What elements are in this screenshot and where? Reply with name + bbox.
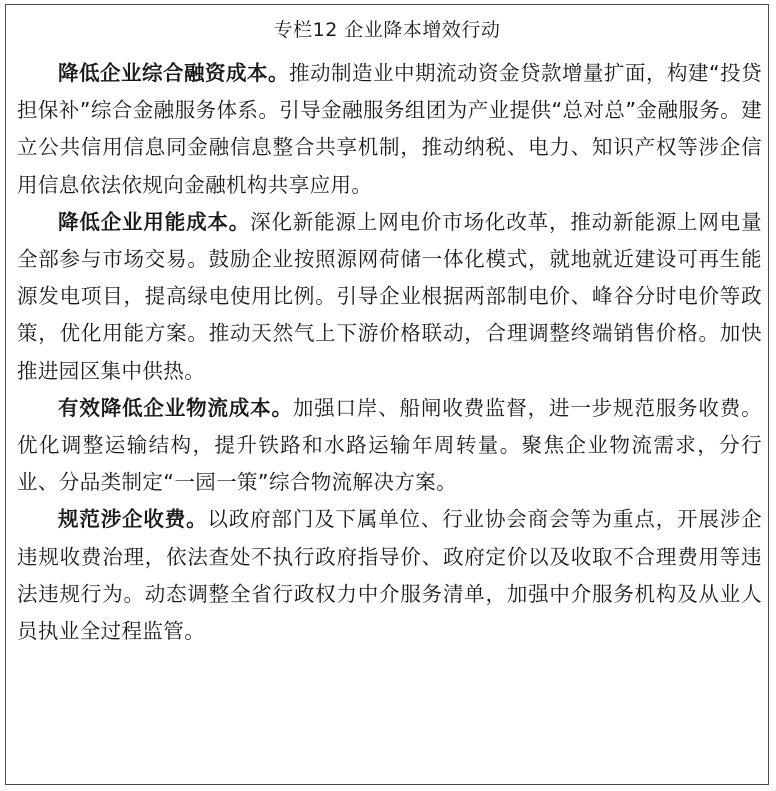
paragraph-financing-cost <box>17 55 762 204</box>
paragraph-heading: 降低企业用能成本。 <box>58 209 251 234</box>
paragraph-body: 以政府部门及下属单位、行业协会商会等为重点，开展涉企违规收费治理，依法查处不执行政府指导价、政府定价以及收取不合理费用等违法违规行为。动态调整全省行政权力中介服务清单，加强中介服务机构及从业人员执业全过程监管。 <box>17 507 762 644</box>
paragraph-heading: 有效降低企业物流成本。 <box>58 395 293 420</box>
column-box <box>5 4 769 785</box>
column-title: 专栏12 企业降本增效行动 <box>273 19 501 41</box>
paragraph-fee-regulation <box>17 501 762 650</box>
paragraph-logistics-cost <box>17 390 762 502</box>
paragraph-body: 深化新能源上网电价市场化改革，推动新能源上网电量全部参与市场交易。鼓励企业按照源网荷储一体化模式，就地就近建设可再生能源发电项目，提高绿电使用比例。引导企业根据两部制电价、峰谷分时电价等政策，优化用能方案。推动天然气上下游价格联动，合理调整终端销售价格。加快推进园区集中供热。 <box>17 209 762 383</box>
paragraph-heading: 降低企业综合融资成本。 <box>58 61 289 85</box>
paragraph-body: 加强口岸、船闸收费监督，进一步规范服务收费。优化调整运输结构，提升铁路和水路运输年周转量。聚焦企业物流需求，分行业、分品类制定“一园一策”综合物流解决方案。 <box>17 395 762 495</box>
paragraph-heading: 规范涉企收费。 <box>58 507 208 532</box>
column-content <box>17 55 762 650</box>
paragraph-energy-cost <box>17 204 762 390</box>
paragraph-body: 推动制造业中期流动资金贷款增量扩面，构建“投贷担保补”综合金融服务体系。引导金融服务组团为产业提供“总对总”金融服务。建立公共信用信息同金融信息整合共享机制，推动纳税、电力、知识产权等涉企信用信息依法依规向金融机构共享应用。 <box>17 61 762 197</box>
